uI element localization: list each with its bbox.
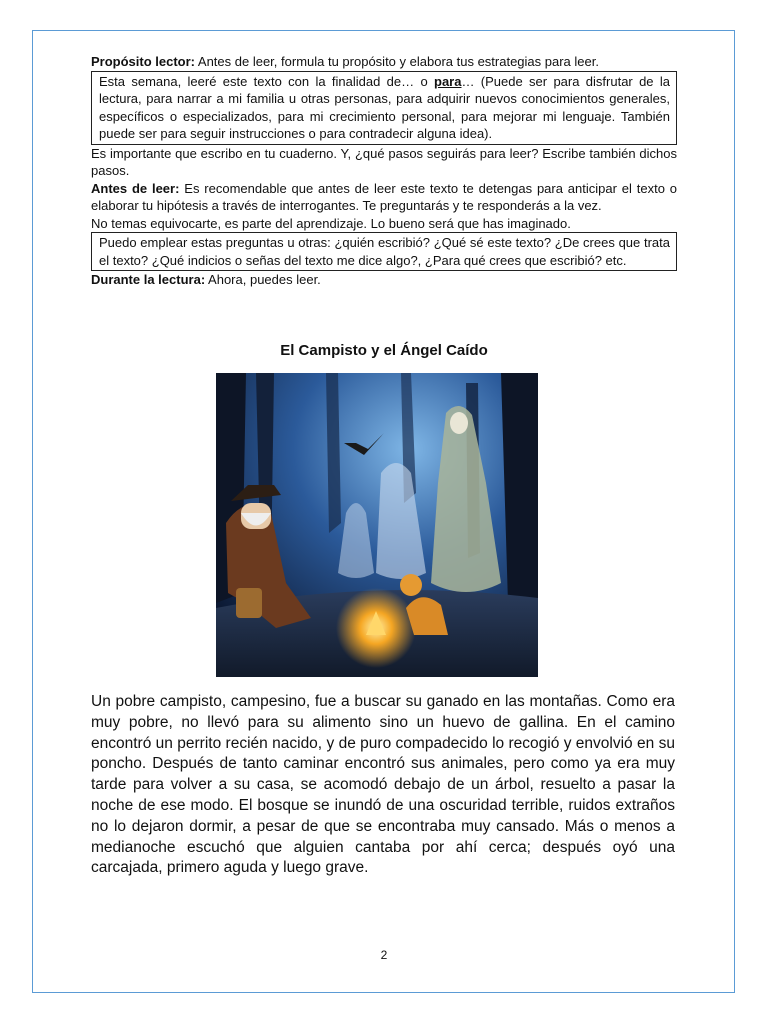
story-title: El Campisto y el Ángel Caído — [280, 342, 488, 359]
purpose-box-before: Esta semana, leeré este texto con la finalidad de… o — [99, 73, 435, 89]
during-reading-label: Durante la lectura: — [91, 272, 206, 287]
purpose-box-underlined: para — [434, 73, 462, 89]
reading-guide — [91, 53, 677, 289]
purpose-label: Propósito lector: — [91, 54, 196, 69]
story-illustration — [216, 373, 538, 677]
before-reading-text: Es recomendable que antes de leer este texto te detengas para anticipar el texto o elaborar tu hipótesis a través de interrogantes. Te preguntarás y te responderás a la vez. — [91, 180, 677, 213]
purpose-line — [91, 53, 677, 71]
purpose-box — [91, 71, 677, 145]
notebook-note: Es importante que escribo en tu cuaderno. Y, ¿qué pasos seguirás para leer? Escribe también dichos pasos. — [91, 145, 677, 178]
purpose-box-after: … (Puede ser para disfrutar de la lectura, para narrar a mi familia u otras personas, para adquirir nuevos conocimientos generales, específicos o especializados, para mi crecimiento personal, para mejorar mi lenguaje. También puede ser para seguir instrucciones o para contradecir alguna idea). — [99, 73, 670, 141]
during-reading-text: Ahora, puedes leer. — [205, 272, 321, 287]
during-reading — [91, 271, 677, 289]
no-fear-note: No temas equivocarte, es parte del aprendizaje. Lo bueno será que has imaginado. — [91, 215, 571, 231]
before-reading-label: Antes de leer: — [91, 180, 180, 196]
questions-box: Puedo emplear estas preguntas u otras: ¿quién escribió? ¿Qué sé este texto? ¿De crees que trata el texto? ¿Qué indicios o señas del texto me dice algo?, ¿Para qué crees que escribió? etc. — [91, 232, 677, 271]
purpose-text: Antes de leer, formula tu propósito y elabora tus estrategias para leer. — [195, 54, 599, 69]
story-text: Un pobre campisto, campesino, fue a buscar su ganado en las montañas. Como era muy pobre, no llevó para su alimento sino un huevo de gallina. En el camino encontró un perrito recién nacido, y de puro compadecido lo recogió y envolvió en su poncho. Después de tanto caminar encontró sus animales, pero como ya era muy tarde para volver a su casa, se acomodó debajo de un árbol, resuelto a pasar la noche de ese modo. El bosque se inundó de una oscuridad terrible, ruidos extraños no lo dejaron dormir, a pesar de que se encontraba muy cansado. Más o menos a medianoche escuchó que alguien cantaba por ahí cerca; después oyó una carcajada, primero aguda y luego grave. — [91, 693, 675, 877]
before-reading — [91, 180, 677, 215]
page-number: 2 — [380, 948, 388, 962]
